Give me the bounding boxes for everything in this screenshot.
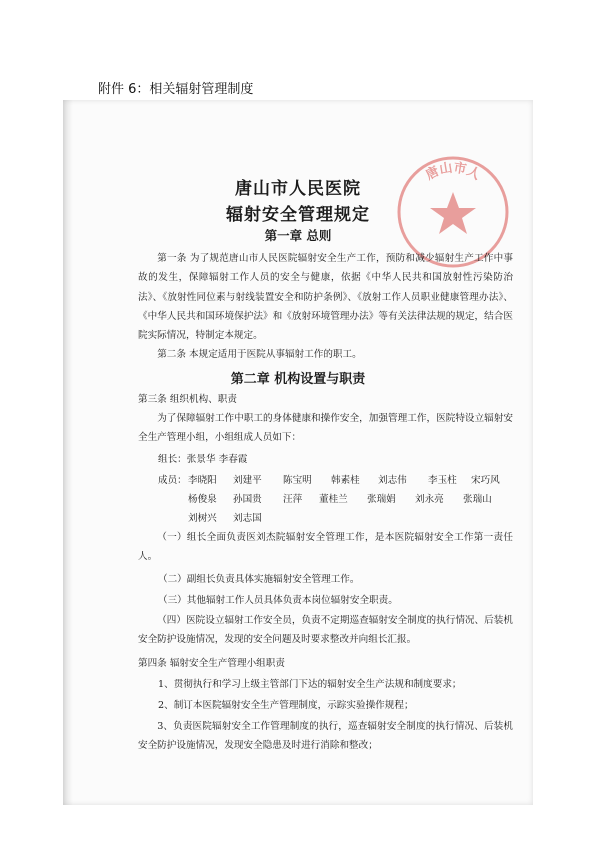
member-name: 孙国贵 — [233, 494, 262, 505]
member-name: 张瑞娟 — [367, 494, 396, 505]
seal-text: 唐山市人 — [423, 160, 483, 184]
member-name: 刘永亮 — [415, 494, 444, 505]
duty1-paragraph: （一）组长全面负责医刘杰院辐射安全管理工作，是本医院辐射安全工作第一责任人。 — [138, 532, 513, 563]
leaders-line: 组长：张景华 李春霞 — [158, 454, 248, 465]
article1-paragraph: 第一条 为了规范唐山市人民医院辐射安全生产工作，预防和减少辐射生产工作中事故的发生，保障辐射工作人员的安全与健康，依据《中华人民共和国放射性污染防治法》、《放射性同位素与射线装置安全和防护条例》、《放射工作人员职业健康管理办法》、《中华人民共和国环境保护法》和《放射环境管理办法》等有关法律法规的规定，结合医院实际情况，特制定本规定。 — [138, 253, 513, 342]
member-name: 董桂兰 — [319, 494, 348, 505]
duty4-paragraph: （四）医院设立辐射工作安全员，负责不定期巡查辐射安全制度的执行情况、后装机安全防护设施情况，发现的安全问题及时要求整改并向组长汇报。 — [138, 615, 513, 646]
task3-paragraph: 3、负责医院辐射安全工作管理制度的执行，巡查辐射安全制度的执行情况、后装机安全防护设施情况，发现安全隐患及时进行消除和整改； — [138, 721, 513, 752]
member-name: 汪萍 — [283, 494, 303, 505]
chapter2-heading: 第二章 机构设置与职责 — [230, 372, 366, 387]
document-title-line2: 辐射安全管理规定 — [226, 205, 370, 225]
member-name: 刘志伟 — [378, 475, 407, 486]
member-name: 杨俊泉 — [188, 494, 217, 505]
task2-paragraph: 2、制订本医院辐射安全生产管理制度，示踪实验操作规程； — [158, 700, 414, 711]
duty3-paragraph: （三）其他辐射工作人员具体负责本岗位辐射安全职责。 — [158, 595, 398, 606]
article3-title: 第三条 组织机构、职责 — [138, 394, 237, 405]
article2-paragraph: 第二条 本规定适用于医院从事辐射工作的职工。 — [157, 349, 362, 360]
document-title-line1: 唐山市人民医院 — [235, 179, 361, 199]
member-name: 李玉柱 — [428, 475, 457, 486]
member-name: 宋巧风 — [471, 475, 500, 486]
article4-title: 第四条 辐射安全生产管理小组职责 — [138, 658, 285, 669]
member-name: 李晓阳 — [188, 475, 217, 486]
members-label: 成员： — [158, 475, 187, 486]
chapter1-heading: 第一章 总则 — [264, 228, 332, 243]
task1-paragraph: 1、贯彻执行和学习上级主管部门下达的辐射安全生产法规和制度要求； — [158, 679, 462, 690]
member-name: 张瑞山 — [463, 494, 492, 505]
member-name: 陈宝明 — [283, 475, 312, 486]
member-name: 韩素桂 — [331, 475, 360, 486]
article3-body: 为了保障辐射工作中职工的身体健康和操作安全，加强管理工作，医院特设立辐射安全生产管理小组，小组组成人员如下： — [138, 413, 513, 444]
member-name: 刘树兴 — [188, 513, 217, 524]
scanned-document-page — [63, 100, 533, 805]
duty2-paragraph: （二）副组长负责具体实施辐射安全管理工作。 — [158, 574, 360, 585]
attachment-label: 附件 6：相关辐射管理制度 — [98, 82, 254, 97]
member-name: 刘建平 — [233, 475, 262, 486]
member-name: 刘志国 — [233, 513, 262, 524]
